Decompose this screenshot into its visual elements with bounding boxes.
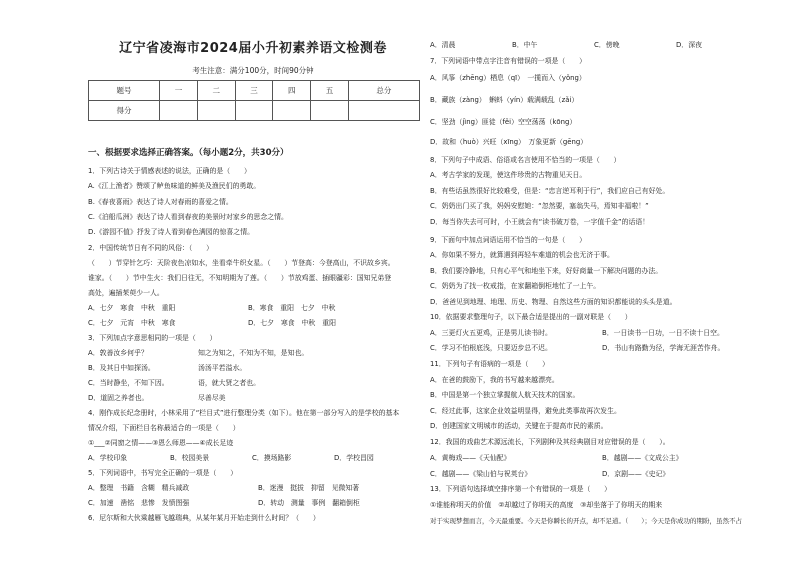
option-line: C.《泊船瓜洲》表达了诗人看到春夜的美景时对家乡的思念之情。 [88, 213, 288, 221]
question-line: 10．依据要求整理句子，以下最合适是提出的一副对联是（ ） [430, 313, 632, 321]
option-line: B．一日读书一日功，一日不读十日空。 [602, 329, 724, 337]
option-line: D．七夕 寒食 中秋 重阳 [248, 319, 336, 327]
option-line: D．转动 测量 事例 翻箱倒柜 [258, 499, 360, 507]
text-line: 谁家。（ ）节中生火：我们日往无，不知明期为了莲。（ ）节放鸡蛋、插眼疆彩：国知兄弟登 [88, 274, 392, 282]
score-cell: 二 [197, 81, 235, 101]
text-line: （ ）节穿针乞巧：天阶夜色凉如水，坐看牵牛织女星。（ ）节登高：今登高山，不识故乡宾。 [88, 259, 395, 267]
exam-notice: 考生注意：满分100分，时间90分钟 [192, 66, 314, 75]
score-input-cell[interactable] [197, 101, 235, 121]
option-line: B．藏族（zàng） 蝌蚪（yín）载满载乱（zǎi） [430, 96, 579, 104]
score-cell: 总分 [348, 81, 419, 101]
option-line: C．经过此事，这家企业效益明显得，避免此类事故再次发生。 [430, 407, 621, 415]
option-line: A．在爸的鼓励下，我的书写越来越漂亮。 [430, 376, 559, 384]
option-line: D．道固之养者也。 [88, 394, 149, 402]
question-line: 2．中国传统节日有不同的风俗：（ ） [88, 244, 213, 252]
option-line: C．奶奶为了找一枚戒指，在家翻箱倒柜地忙了一上午。 [430, 282, 601, 290]
question-line: 3．下列加点字意思相同的一项是（ ） [88, 334, 217, 342]
option-line: D．书山有路勤为径，学海无涯苦作舟。 [602, 344, 725, 352]
option-line: C．加速 凿铭 悲惨 发愤图强 [88, 499, 190, 507]
option-line: D．学校昌园 [334, 454, 374, 462]
text-line: ①谁能称明天的价值 ②却越过了你明天的高度 ③却坐落于了你明天的期来 [430, 501, 663, 509]
option-line: C．傍晚 [594, 41, 620, 49]
option-line: A．黄梅戏——《天仙配》 [430, 454, 511, 462]
score-input-cell[interactable] [273, 101, 311, 121]
option-line: 语，就大贤之者也。 [198, 379, 261, 387]
option-line: A．风筝（zhēng）栖息（qī） 一揽而入（yǒng） [430, 74, 586, 82]
score-input-cell[interactable] [235, 101, 273, 121]
option-line: D．故和（huò）兴旺（xīng） 万象更新（gēng） [430, 138, 588, 146]
score-cell: 得分 [89, 101, 160, 121]
score-cell: 四 [273, 81, 311, 101]
option-line: B．迷漫 挺拔 抑留 见微知著 [258, 484, 360, 492]
text-line: ①___②同窗之情——③恩么师恩——④成长足迹 [88, 439, 234, 447]
score-cell: 三 [235, 81, 273, 101]
text-line: 对于实现梦想而言，今天最重要。今天是你瞬长的开点，却不足道。（ ）；今天是你成功的期盼，虽然不占 [430, 517, 742, 525]
question-line: 8．下列句子中成语、俗语或名言使用不恰当的一项是（ ） [430, 156, 621, 164]
question-line: 7．下列词语中带点字注音有错误的一项是（ ） [430, 57, 586, 65]
option-line: A．七夕 寒食 中秋 重阳 [88, 304, 176, 312]
option-line: B．越剧——《文成公主》 [602, 454, 683, 462]
option-line: D．京剧——《史记》 [602, 470, 670, 478]
question-line: 11．下列句子有语病的一项是（ ） [430, 360, 550, 368]
question-line: 12．我国的戏曲艺术源远流长，下列剧种及其经典剧目对应错误的是（ ）。 [430, 438, 670, 446]
score-input-cell[interactable] [311, 101, 349, 121]
option-line: B．寒食 重阳 七夕 中秋 [248, 304, 336, 312]
option-line: B．及其日中如探汤。 [88, 364, 155, 372]
option-line: 尽善尽美 [198, 394, 226, 402]
question-line: 13．下列语句选择填空排序第一个有错误的一项是（ ） [430, 485, 612, 493]
option-line: A．考古学家的发现，使这件珍贵的古物重见天日。 [430, 171, 587, 179]
score-cell: 五 [311, 81, 349, 101]
option-line: D．创建国家文明城市的活动，关键在于提高市民的素质。 [430, 422, 608, 430]
option-line: D．爸爸见到地理、地理、历史、物理、自然这些方面的知识都能说的头头是道。 [430, 298, 677, 306]
option-line: 知之为知之，不知为不知，是知也。 [198, 349, 309, 357]
option-line: A．清晨 [430, 41, 456, 49]
score-table-score-row [89, 101, 420, 121]
option-line: B．有些话虽然很好比较难受，但是：“忠言逆耳利于行”，我们应自己有好处。 [430, 187, 670, 195]
question-line: 6．尼尔斯和大伙乘越雁飞越瑞典，从某年某月开始走到什么时间？（ ） [88, 514, 320, 522]
text-line: 高处，遍插茱萸少一人。 [88, 289, 164, 297]
option-line: B.《春夜喜雨》表达了诗人对春雨的喜爱之情。 [88, 198, 233, 206]
option-line: D.《游园不值》抒发了诗人看到春色满园的惊喜之情。 [88, 228, 254, 236]
option-line: C．七夕 元宵 中秋 寒食 [88, 319, 176, 327]
option-line: C．学习不怕根底浅，只要迈步总不迟。 [430, 344, 552, 352]
option-line: 汤汤平若溢水。 [198, 364, 247, 372]
score-cell: 一 [160, 81, 198, 101]
score-cell: 题号 [89, 81, 160, 101]
option-line: A．你如果不努力，就算遇到再轻车难道的机会也无济于事。 [430, 251, 614, 259]
option-line: B．中午 [512, 41, 538, 49]
option-line: A.《江上渔者》赞颂了鲈鱼味道的鲜美及渔民们的勇敢。 [88, 182, 261, 190]
option-line: C．奶奶出门买了我，妈妈安慰她：“忽然要，塞翁失马，焉知非福啦！” [430, 202, 649, 210]
option-line: A．学校印象 [88, 454, 128, 462]
score-input-cell[interactable] [160, 101, 198, 121]
option-line: C．越剧——《梁山伯与祝英台》 [430, 470, 532, 478]
question-line: 5．下列词语中，书写完全正确的一项是（ ） [88, 469, 238, 477]
option-line: B．中国是第一个独立掌握航人航天技术的国家。 [430, 391, 580, 399]
option-line: D．每当你失去可可时，小王就会有“读书破万卷，一字值千金”的话语！ [430, 218, 650, 226]
section-title: 一、根据要求选择正确答案。（每小题2分，共30分） [88, 148, 289, 158]
question-line: 4．刚作成长纪念册时，小林采用了“栏目式”进行整理分类（如下）。他在第一部分写入的是学校的基本 [88, 409, 400, 417]
option-line: C．坚劲（jìng）匪徒（fěi）空空荡荡（kōng） [430, 118, 577, 126]
option-line: D．深夜 [676, 41, 702, 49]
question-line: 9．下面句中加点词语运用不恰当的一句是（ ） [430, 236, 586, 244]
exam-title: 辽宁省凌海市2024届小升初素养语文检测卷 [119, 41, 387, 56]
score-table [88, 80, 420, 121]
option-line: A．整理 书籍 含糊 精兵减政 [88, 484, 190, 492]
option-line: B．校园美景 [170, 454, 210, 462]
option-line: A．三更灯火五更鸡，正是男儿读书时。 [430, 329, 552, 337]
option-line: C．摸场路影 [252, 454, 292, 462]
text-line: 情况介绍，下面栏目名称最适合的一项是（ ） [88, 424, 240, 432]
score-input-cell[interactable] [348, 101, 419, 121]
question-line: 1．下列古诗关于情感表述的说法，正确的是（ ） [88, 167, 251, 175]
score-table-header-row [89, 81, 420, 101]
option-line: C．当时静坐，不知下因。 [88, 379, 169, 387]
option-line: A．敦善汝乡何乎？ [88, 349, 148, 357]
option-line: B．我们要冷静地，只有心平气和地坐下来，好好商量一下解决问题的办法。 [430, 267, 663, 275]
